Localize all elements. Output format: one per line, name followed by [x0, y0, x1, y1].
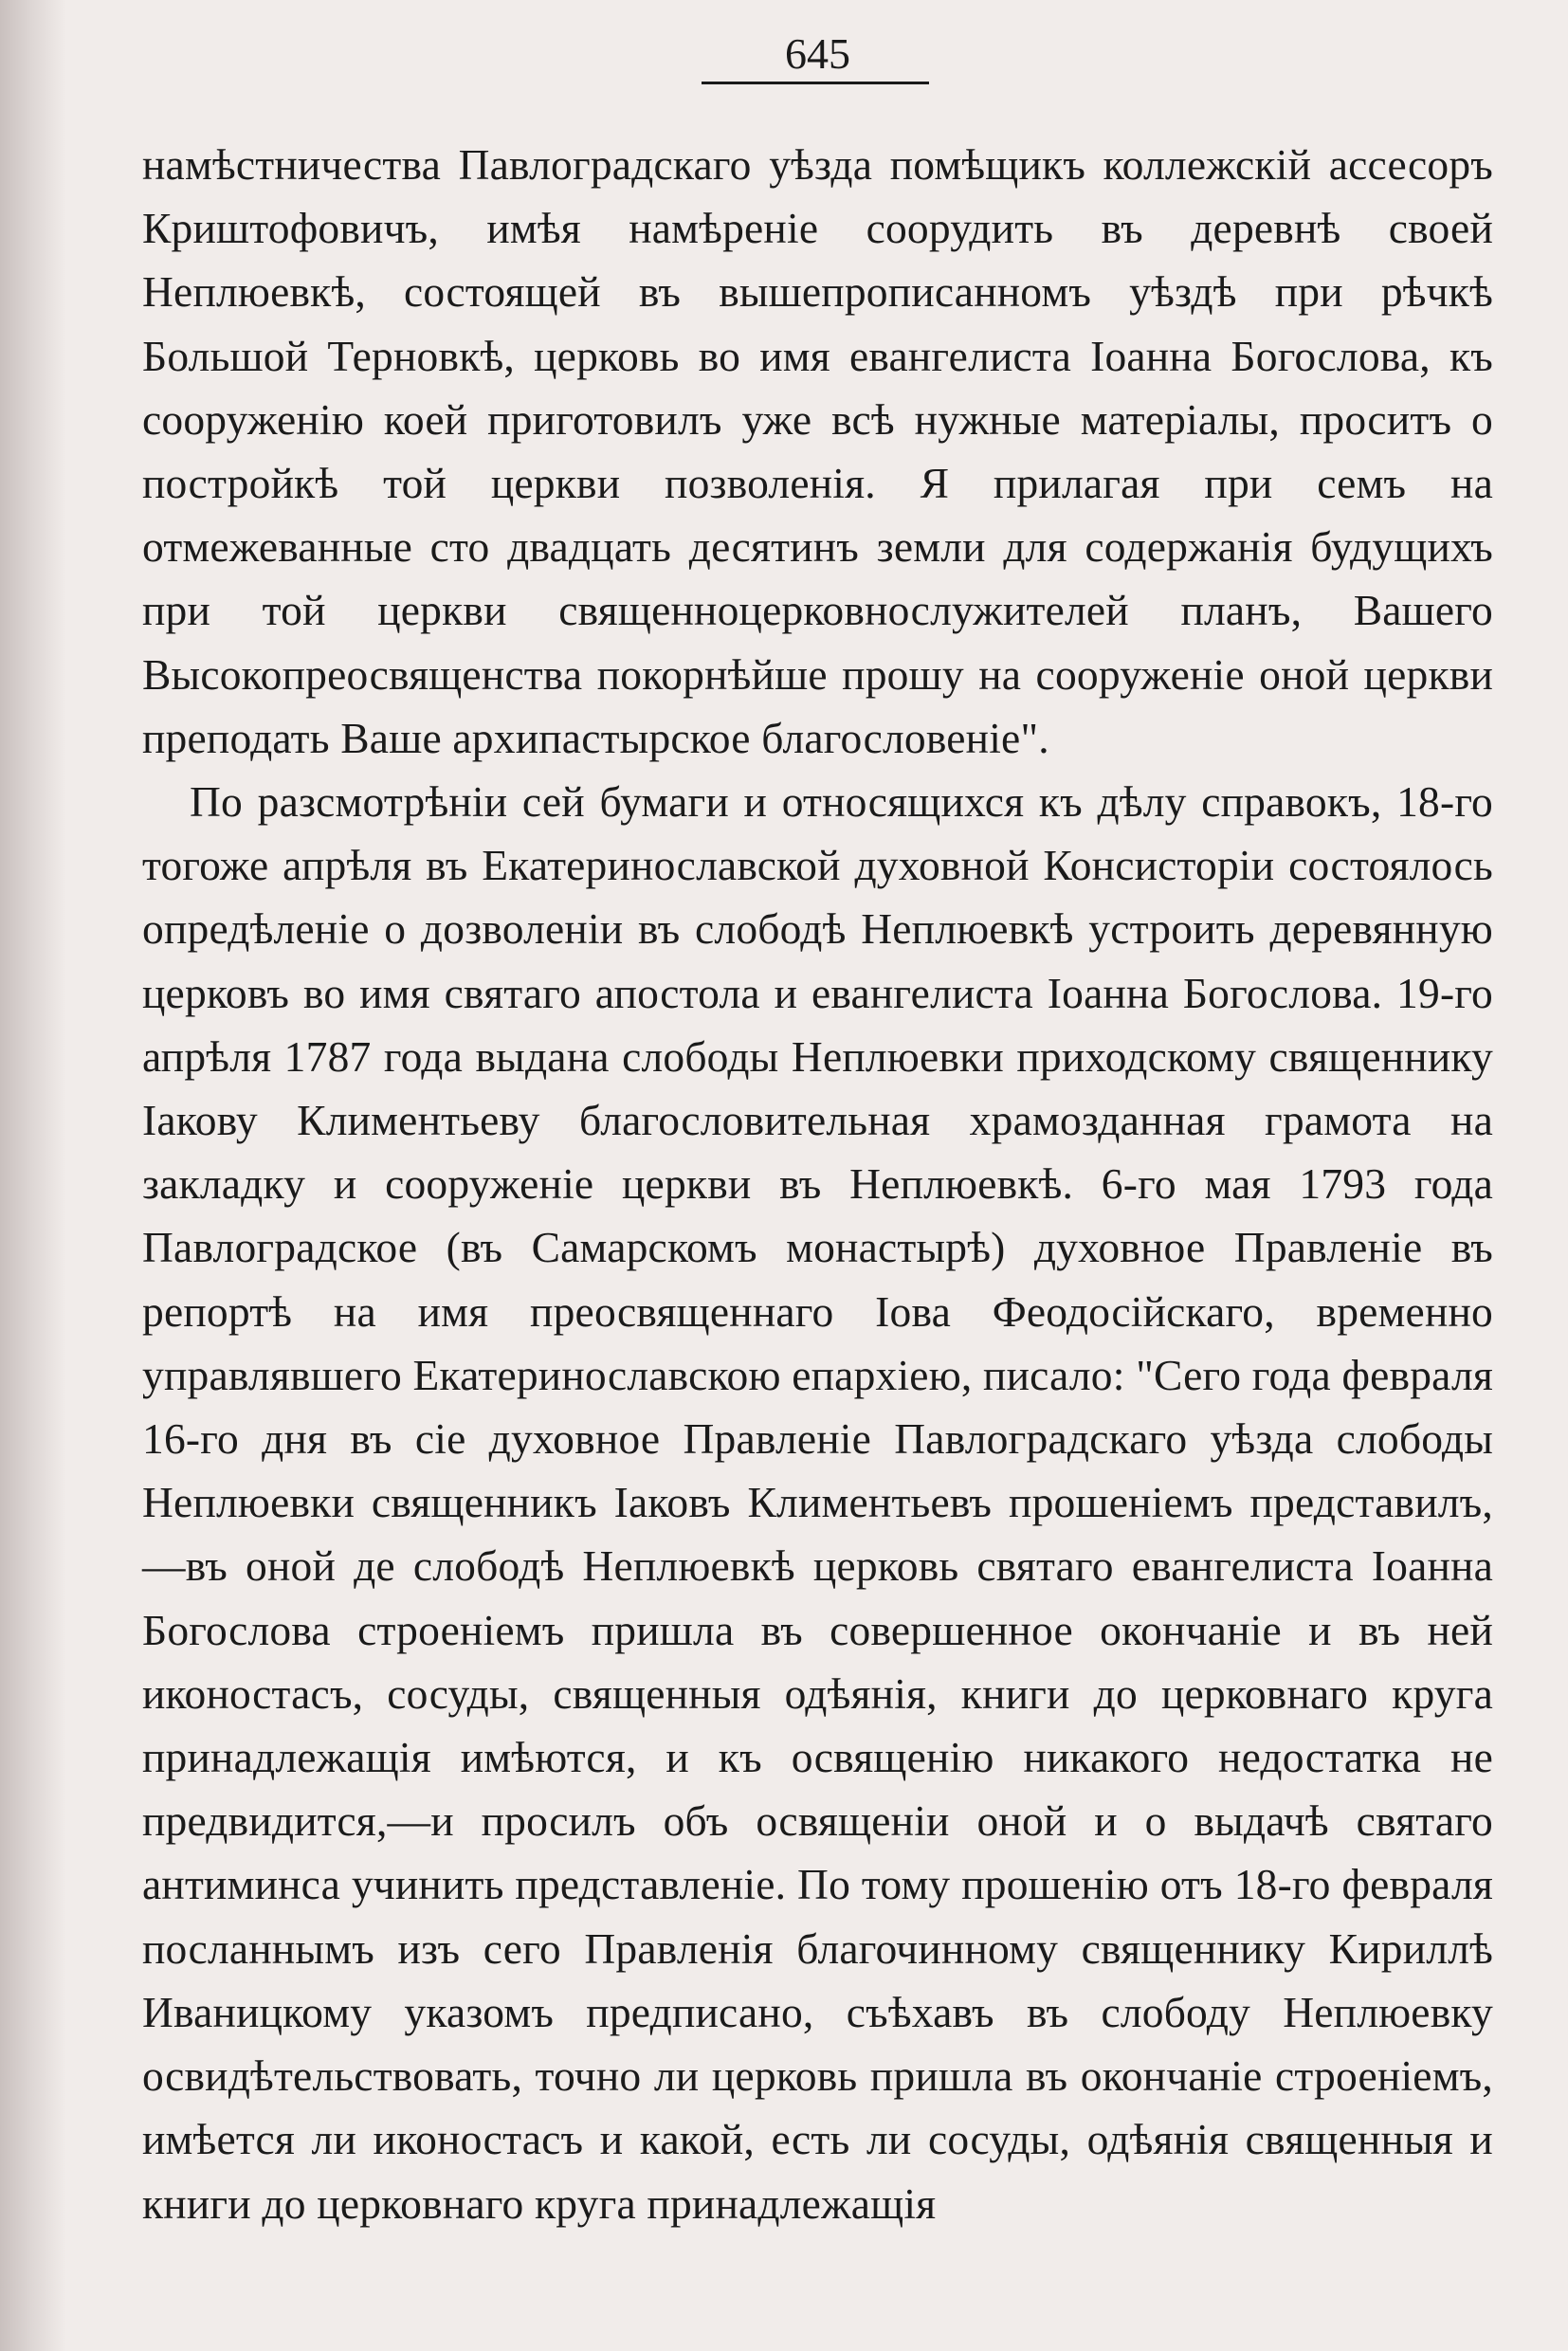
paragraph-1: намѣстничества Павлоградскаго уѣзда помѣщикъ коллежскій ассесоръ Криштофовичъ, имѣя намѣреніе соорудить въ деревнѣ своей Неплюевкѣ, состоящей въ вышепрописанномъ уѣздѣ при рѣчкѣ Большой Терновкѣ, церковь во имя евангелиста Іоанна Богослова, къ сооруженію коей приготовилъ уже всѣ нужные матеріалы, проситъ о постройкѣ той церкви позволенія. Я прилагая при семъ на отмежеванные сто двадцать десятинъ земли для содержанія будущихъ при той церкви священноцерковнослужителей планъ, Вашего Высокопреосвященства покорнѣйше прошу на сооруженіе оной церкви преподать Ваше архипастырское благословеніе". — [142, 140, 1493, 762]
page-number-rule — [702, 82, 929, 84]
book-page — [142, 19, 1493, 2294]
page-gutter-shadow — [0, 0, 66, 2351]
page-number: 645 — [785, 29, 850, 78]
paragraph-2: По разсмотрѣніи сей бумаги и относящихся къ дѣлу справокъ, 18-го тогоже апрѣля въ Екатеринославской духовной Консисторіи состоялось опредѣленіе о дозволеніи въ слободѣ Неплюевкѣ устроить деревянную церковъ во имя святаго апостола и евангелиста Іоанна Богослова. 19-го апрѣля 1787 года выдана слободы Неплюевки приходскому священнику Іакову Климентьеву благословительная храмозданная грамота на закладку и сооруженіе церкви въ Неплюевкѣ. 6-го мая 1793 года Павлоградское (въ Самарскомъ монастырѣ) духовное Правленіе въ репортѣ на имя преосвященнаго Іова Феодосійскаго, временно управлявшего Екатеринославскою епархіею, писало: "Сего года февраля 16-го дня въ сіе духовное Правленіе Павлоградскаго уѣзда слободы Неплюевки священникъ Іаковъ Климентьевъ прошеніемъ представилъ,—въ оной де слободѣ Неплюевкѣ церковь святаго евангелиста Іоанна Богослова строеніемъ пришла въ совершенное окончаніе и въ ней иконостасъ, сосуды, священныя одѣянія, книги до церковнаго круга принадлежащія имѣются, и къ освященію никакого недостатка не предвидится,—и просилъ объ освященіи оной и о выдачѣ святаго антиминса учинить представленіе. По тому прошенію отъ 18-го февраля посланнымъ изъ сего Правленія благочинному священнику Кириллѣ Иваницкому указомъ предписано, съѣхавъ въ слободу Неплюевку освидѣтельствовать, точно ли церковь пришла въ окончаніе строеніемъ, имѣется ли иконостасъ и какой, есть ли сосуды, одѣянія священныя и книги до церковнаго круга принадлежащія — [142, 777, 1493, 2228]
body-text — [142, 133, 1493, 2235]
